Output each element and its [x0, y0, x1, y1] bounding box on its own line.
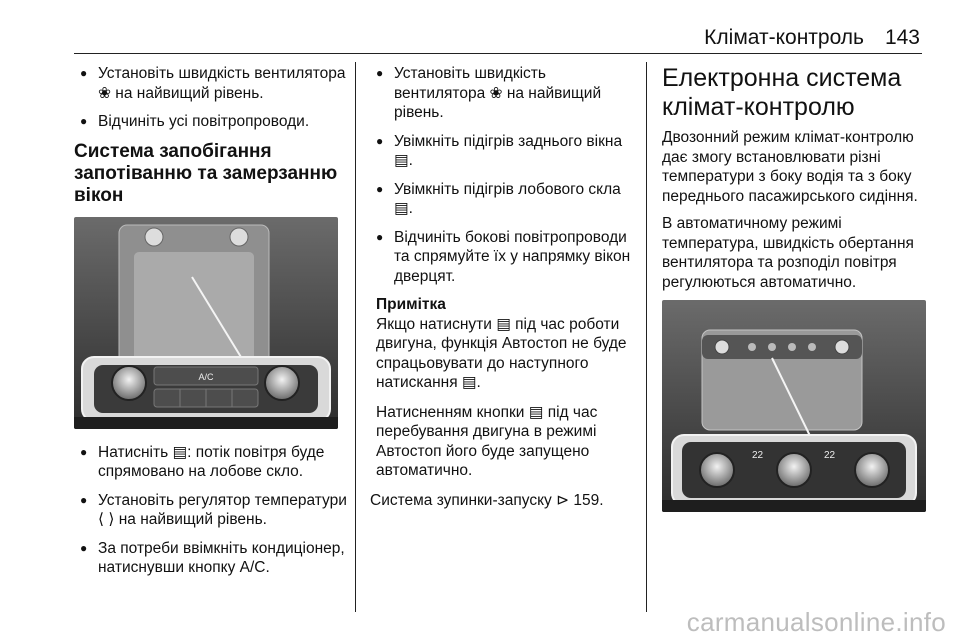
ac-button-label: A/C [198, 371, 214, 382]
column-divider-2 [646, 62, 647, 612]
cross-reference-link[interactable]: Система зупинки-запуску ⊳ 159. [370, 491, 604, 509]
list-item: ● Натисніть ▤: потік повітря буде спрямовано на лобове скло. [74, 443, 350, 482]
section-heading-defog: Система запобігання запотіванню та замерзанню вікон [74, 140, 338, 206]
list-item: ● За потреби ввімкніть кондиціонер, натиснувши кнопку A/C. [74, 539, 350, 578]
climate-panel-photo-2 [662, 300, 926, 512]
note-paragraph: Натисненням кнопки ▤ під час перебування двигуна в режимі Автостоп його буде запущено автоматично. [376, 403, 598, 479]
list-item: ● Установіть швидкість вентилятора ❀ на найвищий рівень. [74, 64, 350, 103]
column-divider-1 [355, 62, 356, 612]
list-item: ● Установіть швидкість вентилятора ❀ на найвищий рівень. [370, 64, 638, 123]
list-item: ● Увімкніть підігрів лобового скла ▤. [370, 180, 638, 219]
footer-watermark-url: carmanualsonline.info [686, 607, 946, 637]
column-1 [74, 64, 350, 587]
note-paragraph: Якщо натиснути ▤ під час роботи двигуна, функція Автостоп не буде спрацьовувати до наступного натискання ▤. [376, 315, 627, 391]
page-header-title: Клімат-контроль [704, 26, 864, 49]
list-item: ● Відчиніть бокові повітропроводи та спрямуйте їх у напрямку вікон дверцят. [370, 228, 638, 287]
paragraph: В автоматичному режимі температура, швидкість обертання вентилятора та розподіл повітря регулюються автоматично. [662, 215, 914, 291]
page-number: 143 [884, 26, 920, 49]
list-item: ● Відчиніть усі повітропроводи. [74, 112, 350, 132]
list-item: ● Увімкніть підігрів заднього вікна ▤. [370, 132, 638, 171]
paragraph: Двозонний режим клімат-контролю дає змогу встановлювати різні температури з боку водія та з боку переднього пасажирського сидіння. [662, 129, 918, 205]
temp-left-readout: 22 [752, 450, 764, 461]
section-heading-electronic-climate: Електронна система клімат-контролю [662, 64, 902, 121]
list-item: ● Установіть регулятор температури ⟨ ⟩ на найвищий рівень. [74, 491, 350, 530]
temp-right-readout: 22 [824, 450, 836, 461]
note-title: Примітка [376, 296, 446, 313]
column-2 [370, 64, 638, 518]
header-rule [74, 53, 922, 54]
column-3 [662, 64, 926, 512]
climate-panel-photo-1 [74, 217, 338, 429]
